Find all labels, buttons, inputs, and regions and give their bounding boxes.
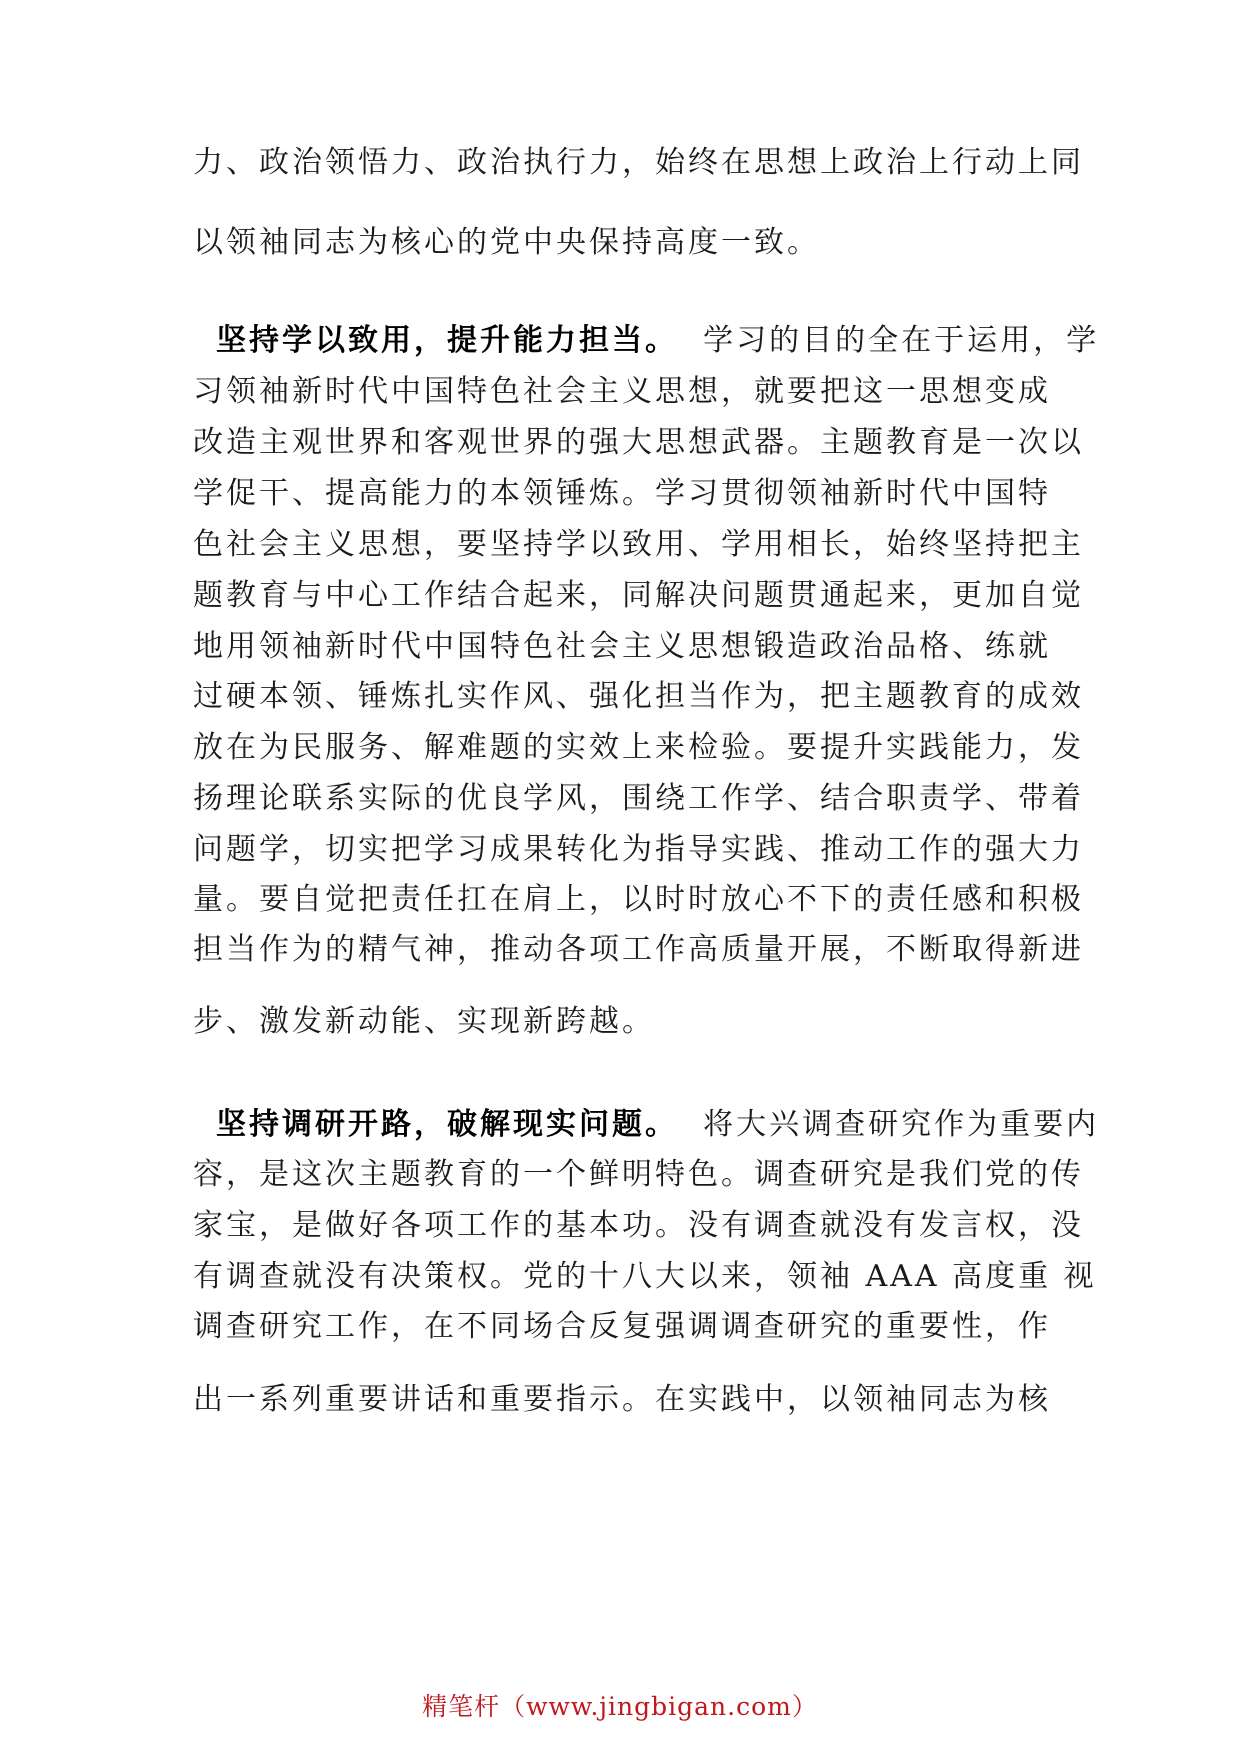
paragraph-3-line-4: 有调查就没有决策权。党的十八大以来，领袖 AAA 高度重 视 (193, 1259, 1097, 1294)
paragraph-3-line-3: 家宝，是做好各项工作的基本功。没有调查就没有发言权，没 (193, 1208, 1084, 1243)
paragraph-2-line-11: 问题学，切实把学习成果转化为指导实践、推动工作的强大力 (193, 832, 1084, 867)
paragraph-2-line-13: 担当作为的精气神，推动各项工作高质量开展，不断取得新进 (193, 932, 1084, 967)
paragraph-3-line-5: 调查研究工作，在不同场合反复强调调查研究的重要性，作 (193, 1309, 1051, 1344)
paragraph-3-heading: 坚持调研开路，破解现实问题。 (216, 1107, 678, 1142)
paragraph-2-line-14: 步、激发新动能、实现新跨越。 (193, 1004, 655, 1039)
paragraph-2-line-3: 改造主观世界和客观世界的强大思想武器。主题教育是一次以 (193, 425, 1084, 460)
paragraph-3-line-2: 容，是这次主题教育的一个鲜明特色。调查研究是我们党的传 (193, 1157, 1084, 1192)
paragraph-2-line-4: 学促干、提高能力的本领锤炼。学习贯彻领袖新时代中国特 (193, 476, 1051, 511)
paragraph-2-line-1 (216, 321, 1099, 361)
paragraph-2-line-2: 习领袖新时代中国特色社会主义思想，就要把这一思想变成 (193, 374, 1051, 409)
paragraph-2-line-12: 量。要自觉把责任扛在肩上，以时时放心不下的责任感和积极 (193, 882, 1084, 917)
paragraph-3-line-1-text: 将大兴调查研究作为重要内 (703, 1107, 1100, 1142)
paragraph-1-line-1: 力、政治领悟力、政治执行力，始终在思想上政治上行动上同 (193, 145, 1084, 180)
paragraph-3-line-1 (216, 1105, 1099, 1145)
paragraph-2-line-7: 地用领袖新时代中国特色社会主义思想锻造政治品格、练就 (193, 629, 1051, 664)
paragraph-2-line-9: 放在为民服务、解难题的实效上来检验。要提升实践能力，发 (193, 730, 1084, 765)
paragraph-3-line-6: 出一系列重要讲话和重要指示。在实践中，以领袖同志为核 (193, 1382, 1051, 1417)
paragraph-2-line-8: 过硬本领、锤炼扎实作风、强化担当作为，把主题教育的成效 (193, 679, 1084, 714)
paragraph-2-line-6: 题教育与中心工作结合起来，同解决问题贯通起来，更加自觉 (193, 578, 1084, 613)
paragraph-1-line-2: 以领袖同志为核心的党中央保持高度一致。 (193, 225, 820, 260)
paragraph-2-line-5: 色社会主义思想，要坚持学以致用、学用相长，始终坚持把主 (193, 527, 1084, 562)
paragraph-2-heading: 坚持学以致用，提升能力担当。 (216, 323, 678, 358)
footer-watermark: 精笔杆（www.jingbigan.com） (422, 1692, 818, 1721)
paragraph-2-line-1-text: 学习的目的全在于运用，学 (703, 323, 1100, 358)
paragraph-2-line-10: 扬理论联系实际的优良学风，围绕工作学、结合职责学、带着 (193, 781, 1084, 816)
